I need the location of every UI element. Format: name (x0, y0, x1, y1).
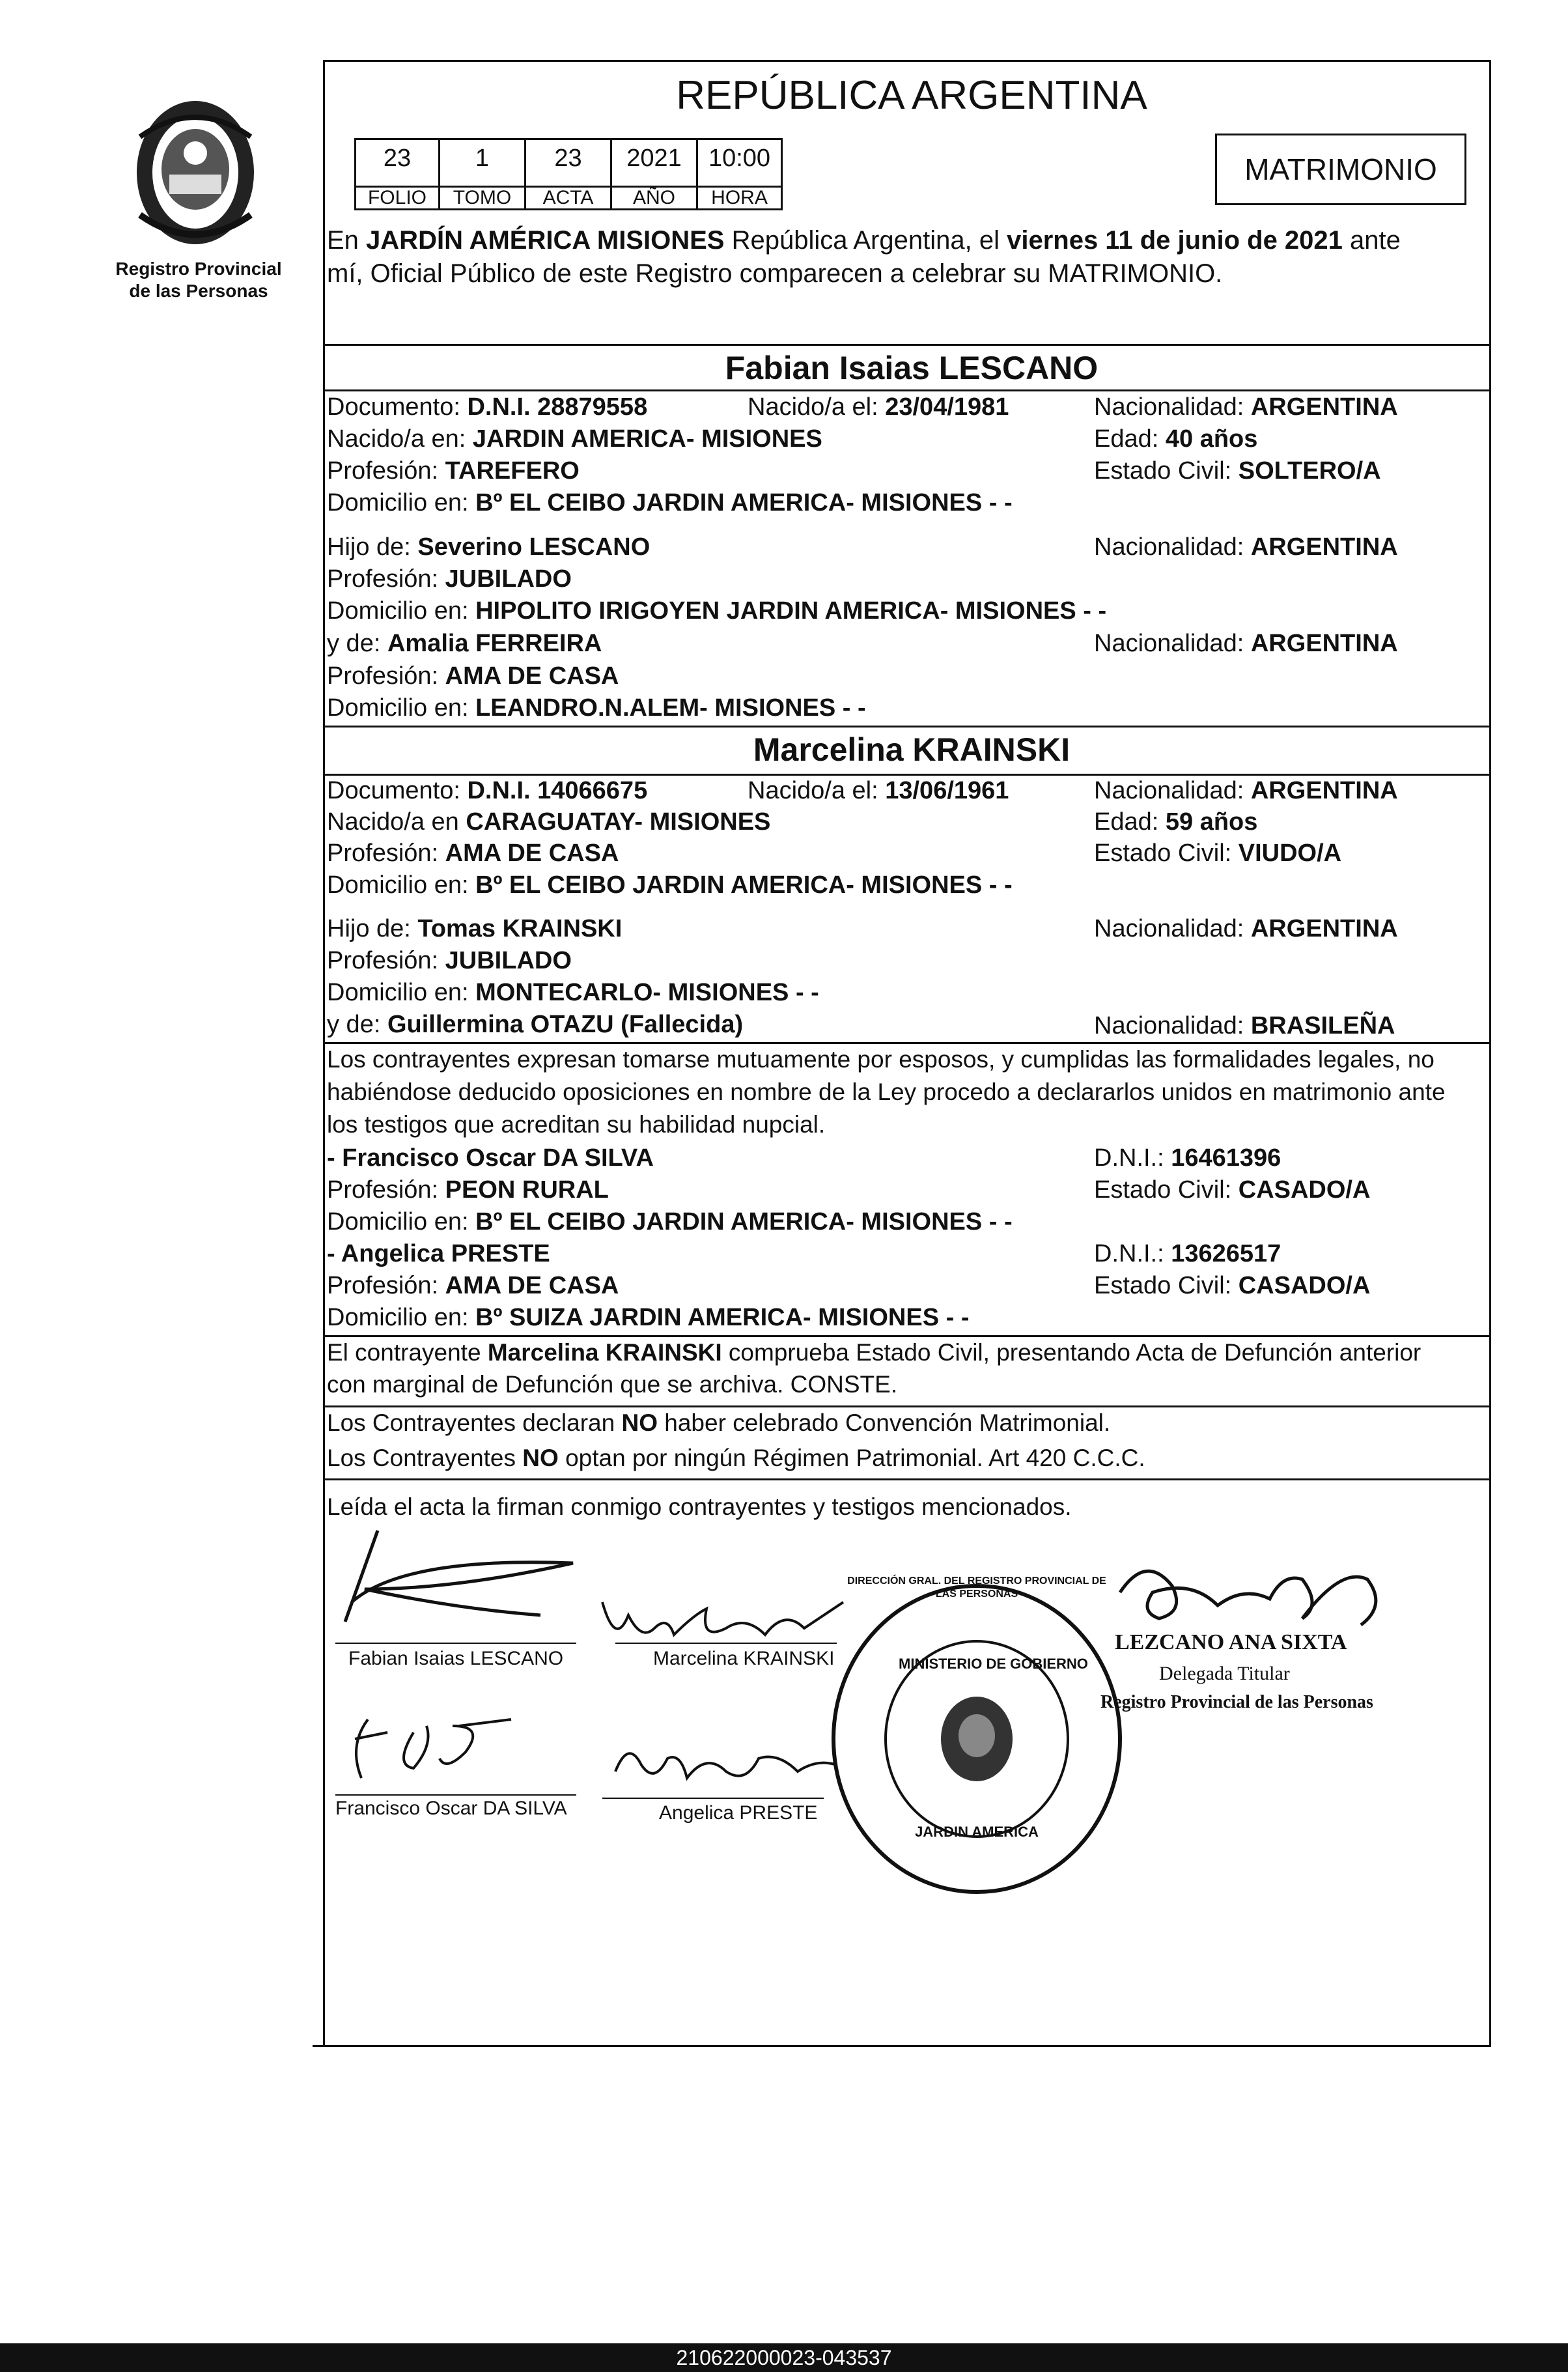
witness-1-name: - Francisco Oscar DA SILVA (327, 1144, 654, 1172)
groom-mother-address: Domicilio en: LEANDRO.N.ALEM- MISIONES - - (327, 694, 866, 722)
hora-label: HORA (696, 186, 783, 210)
witness-2-dni: D.N.I.: 13626517 (1094, 1240, 1281, 1267)
witness-2-address: Domicilio en: Bº SUIZA JARDIN AMERICA- MISIONES - - (327, 1304, 970, 1331)
witness-2-profession: Profesión: AMA DE CASA (327, 1272, 619, 1299)
bride-born-on: Nacido/a el: 13/06/1961 (748, 777, 1009, 804)
bride-address: Domicilio en: Bº EL CEIBO JARDIN AMERICA- MISIONES - - (327, 871, 1013, 899)
doc-type-box (1215, 134, 1466, 205)
stamp-inner-text: MINISTERIO DE GOBIERNO (899, 1656, 1088, 1672)
witness-1-civil-status: Estado Civil: CASADO/A (1094, 1176, 1371, 1204)
ceremony-date: viernes 11 de junio de 2021 (1007, 226, 1343, 255)
bride-age: Edad: 59 años (1094, 808, 1258, 836)
witness-1-dni: D.N.I.: 16461396 (1094, 1144, 1281, 1172)
intro-line-2: mí, Oficial Público de este Registro comparecen a celebrar su MATRIMONIO. (327, 259, 1223, 288)
doc-type-label: MATRIMONIO (1244, 152, 1437, 186)
bride-father-profession: Profesión: JUBILADO (327, 947, 572, 974)
rule-regime-top (323, 1405, 1491, 1407)
witness-2-civil-status: Estado Civil: CASADO/A (1094, 1272, 1371, 1299)
acta-label: ACTA (524, 186, 612, 210)
bride-born-in: Nacido/a en CARAGUATAY- MISIONES (327, 808, 771, 836)
document-code-bar: 210622000023-043537 (0, 2343, 1568, 2372)
anio-label: AÑO (610, 186, 698, 210)
officer-title: Delegada Titular (1159, 1663, 1290, 1684)
declaration-line-1: Los contrayentes expresan tomarse mutuamente por esposos, y cumplidas las formalidades legales, no (327, 1046, 1435, 1073)
officer-name: LEZCANO ANA SIXTA (1115, 1630, 1347, 1654)
groom-doc: Documento: D.N.I. 28879558 (327, 393, 648, 421)
official-stamp (820, 1576, 1133, 1902)
bride-civil-status: Estado Civil: VIUDO/A (1094, 840, 1342, 867)
witness-1-sign-label: Francisco Oscar DA SILVA (335, 1798, 567, 1819)
acta-value: 23 (524, 138, 612, 188)
groom-mother-profession: Profesión: AMA DE CASA (327, 662, 619, 690)
witness-2-signature (602, 1726, 850, 1798)
folio-value: 23 (354, 138, 440, 188)
declaration-line-2: habiéndose deducido oposiciones en nombre de la Ley procedo a declararlos unidos en matrimonio ante (327, 1079, 1446, 1105)
witness-2-sign-label: Angelica PRESTE (659, 1802, 818, 1824)
groom-profession: Profesión: TAREFERO (327, 457, 580, 485)
groom-name: Fabian Isaias LESCANO (725, 350, 1099, 386)
regime-line-2: Los Contrayentes NO optan por ningún Régimen Patrimonial. Art 420 C.C.C. (327, 1445, 1145, 1471)
country-title: REPÚBLICA ARGENTINA (676, 73, 1147, 118)
ceremony-place: JARDÍN AMÉRICA MISIONES (366, 226, 725, 255)
rule-closing-top (323, 1478, 1491, 1480)
groom-nationality: Nacionalidad: ARGENTINA (1094, 393, 1398, 421)
bride-father-address: Domicilio en: MONTECARLO- MISIONES - - (327, 979, 819, 1006)
anio-value: 2021 (610, 138, 698, 188)
bride-nationality: Nacionalidad: ARGENTINA (1094, 777, 1398, 804)
bride-mother-nationality: Nacionalidad: BRASILEÑA (1094, 1012, 1395, 1039)
rule-groom-top (323, 344, 1491, 346)
bride-profession: Profesión: AMA DE CASA (327, 840, 619, 867)
officer-office: Registro Provincial de las Personas (1100, 1692, 1373, 1712)
groom-mother-nationality: Nacionalidad: ARGENTINA (1094, 630, 1398, 657)
frame-bottom (313, 2045, 1491, 2047)
rule-declaration-top (323, 1042, 1491, 1044)
note-line-1: El contrayente Marcelina KRAINSKI comprueba Estado Civil, presentando Acta de Defunción anterior (327, 1339, 1421, 1366)
stamp-outer-text: DIRECCIÓN GRAL. DEL REGISTRO PROVINCIAL DE LAS PERSONAS (847, 1575, 1106, 1600)
bride-father: Hijo de: Tomas KRAINSKI (327, 915, 623, 942)
folio-label: FOLIO (354, 186, 440, 210)
groom-father-nationality: Nacionalidad: ARGENTINA (1094, 533, 1398, 561)
groom-born-in: Nacido/a en: JARDIN AMERICA- MISIONES (327, 425, 822, 453)
regime-line-1: Los Contrayentes declaran NO haber celebrado Convención Matrimonial. (327, 1409, 1111, 1436)
registry-logo (114, 91, 277, 254)
groom-father: Hijo de: Severino LESCANO (327, 533, 651, 561)
declaration-line-3: los testigos que acreditan su habilidad nupcial. (327, 1111, 826, 1138)
stamp-bottom-text: JARDIN AMERICA (915, 1824, 1039, 1840)
official-stamp-icon (820, 1576, 1133, 1902)
groom-sign-rule (335, 1643, 576, 1644)
groom-father-profession: Profesión: JUBILADO (327, 565, 572, 593)
frame-left (323, 60, 325, 2046)
groom-age: Edad: 40 años (1094, 425, 1258, 453)
frame-top (323, 60, 1491, 62)
bride-sign-rule (615, 1643, 837, 1644)
bride-sign-label: Marcelina KRAINSKI (653, 1648, 835, 1669)
groom-father-address: Domicilio en: HIPOLITO IRIGOYEN JARDIN AMERICA- MISIONES - - (327, 597, 1107, 625)
intro-line-1: En JARDÍN AMÉRICA MISIONES República Argentina, el viernes 11 de junio de 2021 ante (327, 226, 1401, 255)
witness-1-profession: Profesión: PEON RURAL (327, 1176, 609, 1204)
bride-name: Marcelina KRAINSKI (753, 731, 1071, 768)
closing-text: Leída el acta la firman conmigo contrayentes y testigos mencionados. (327, 1493, 1072, 1520)
groom-address: Domicilio en: Bº EL CEIBO JARDIN AMERICA- MISIONES - - (327, 489, 1013, 516)
hora-value: 10:00 (696, 138, 783, 188)
rule-bride-top (323, 726, 1491, 727)
groom-civil-status: Estado Civil: SOLTERO/A (1094, 457, 1381, 485)
bride-doc: Documento: D.N.I. 14066675 (327, 777, 648, 804)
witness-1-address: Domicilio en: Bº EL CEIBO JARDIN AMERICA- MISIONES - - (327, 1208, 1013, 1235)
tomo-label: TOMO (438, 186, 526, 210)
groom-mother: y de: Amalia FERREIRA (327, 630, 602, 657)
rule-bride-name (323, 774, 1491, 776)
bride-mother: y de: Guillermina OTAZU (Fallecida) (327, 1011, 744, 1038)
bride-father-nationality: Nacionalidad: ARGENTINA (1094, 915, 1398, 942)
registry-caption-1: Registro Provincial (115, 259, 282, 279)
rule-note-top (323, 1335, 1491, 1337)
witness-2-name: - Angelica PRESTE (327, 1240, 550, 1267)
groom-born-on: Nacido/a el: 23/04/1981 (748, 393, 1009, 421)
note-line-2: con marginal de Defunción que se archiva. CONSTE. (327, 1371, 898, 1398)
registry-caption-2: de las Personas (129, 281, 268, 301)
groom-sign-label: Fabian Isaias LESCANO (348, 1648, 564, 1669)
witness-1-signature (342, 1706, 537, 1791)
province-seal-icon (114, 91, 277, 254)
frame-right (1489, 60, 1491, 2046)
rule-groom-name (323, 389, 1491, 391)
tomo-value: 1 (438, 138, 526, 188)
